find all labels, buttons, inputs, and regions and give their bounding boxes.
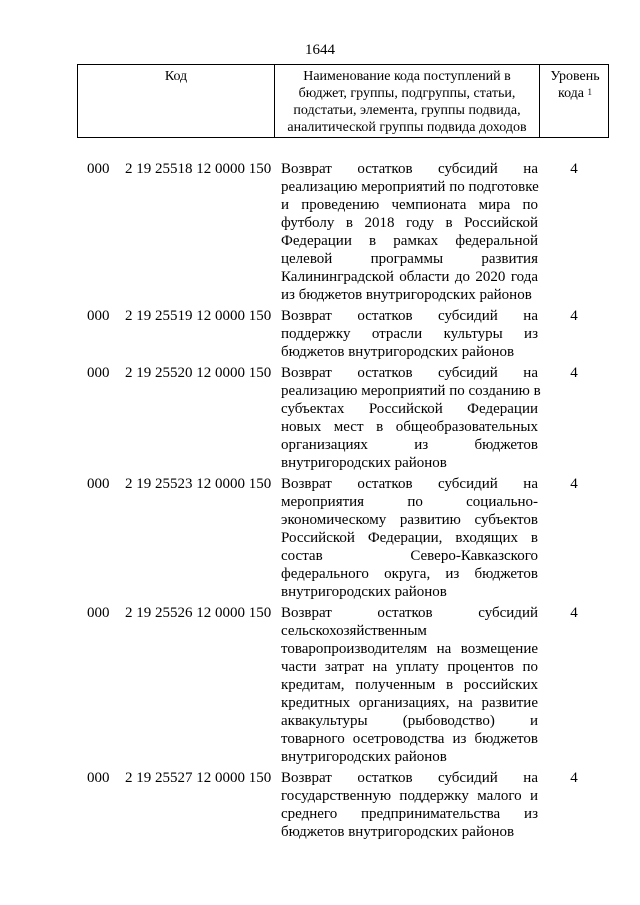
income-name-line: из бюджетов внутригородских районов [281, 287, 532, 303]
income-name-line: Возврат остатков субсидий [281, 605, 538, 621]
income-name-line: Возврат остатков субсидий на [281, 308, 538, 324]
income-name-line: новых мест в общеобразовательных [281, 419, 538, 435]
table-row [0, 307, 640, 361]
table-row [0, 475, 640, 601]
income-name-line: части затрат на уплату процентов по [281, 659, 538, 675]
income-name [281, 769, 538, 841]
income-name [281, 307, 538, 361]
table-header [77, 64, 609, 138]
table-row [0, 604, 640, 766]
income-name-line: экономическому развитию субъектов [281, 512, 538, 528]
header-level-cell [540, 65, 610, 137]
admin-code: 000 [87, 770, 110, 786]
income-name-line: товарного осетроводства из бюджетов [281, 731, 538, 747]
income-name-line: реализацию мероприятий по подготовке [281, 179, 539, 195]
income-name-line: Возврат остатков субсидий на [281, 476, 538, 492]
income-name-line: Российской Федерации, входящих в [281, 530, 538, 546]
header-level-label: Уровень [550, 69, 600, 84]
income-name [281, 160, 538, 304]
income-name-line: и проведению чемпионата мира по [281, 197, 538, 213]
income-name-line: государственную поддержку малого и [281, 788, 538, 804]
code-level: 4 [570, 308, 578, 324]
budget-code: 2 19 25519 12 0000 150 [125, 308, 272, 324]
table-row [0, 364, 640, 472]
income-name-line: субъектах Российской Федерации [281, 401, 538, 417]
income-name-line: бюджетов внутригородских районов [281, 824, 515, 840]
footnote-marker: 1 [587, 87, 593, 97]
income-name-line: Федерации в рамках федеральной [281, 233, 538, 249]
admin-code: 000 [87, 365, 110, 381]
income-name-line: Возврат остатков субсидий на [281, 770, 538, 786]
income-name [281, 475, 538, 601]
income-name [281, 364, 541, 472]
table-body [0, 160, 640, 841]
code-level: 4 [570, 770, 578, 786]
income-name-line: товаропроизводителям на возмещение [281, 641, 538, 657]
code-level: 4 [570, 476, 578, 492]
income-name-line: реализацию мероприятий по созданию в [281, 383, 541, 399]
budget-code: 2 19 25518 12 0000 150 [125, 161, 272, 177]
admin-code: 000 [87, 308, 110, 324]
income-name-line: футболу в 2018 году в Российской [281, 215, 538, 231]
header-name-line: аналитической группы подвида доходов [287, 120, 527, 135]
income-name-line: Возврат остатков субсидий на [281, 161, 538, 177]
income-name-line: Калининградской области до 2020 года [281, 269, 538, 285]
budget-code: 2 19 25526 12 0000 150 [125, 605, 272, 621]
income-name-line: организациях из бюджетов [281, 437, 538, 453]
income-name-line: федерального округа, из бюджетов [281, 566, 538, 582]
income-name-line: поддержку отрасли культуры из [281, 326, 538, 342]
income-name [281, 604, 538, 766]
income-name-line: целевой программы развития [281, 251, 538, 267]
code-level: 4 [570, 161, 578, 177]
admin-code: 000 [87, 161, 110, 177]
budget-code: 2 19 25527 12 0000 150 [125, 770, 272, 786]
income-name-line: мероприятия по социально- [281, 494, 538, 510]
code-level: 4 [570, 605, 578, 621]
header-code-cell [78, 65, 275, 137]
code-level: 4 [570, 365, 578, 381]
income-name-line: кредитам, полученным в российских [281, 677, 538, 693]
budget-code: 2 19 25523 12 0000 150 [125, 476, 272, 492]
income-name-line: среднего предпринимательства из [281, 806, 538, 822]
income-name-line: Возврат остатков субсидий на [281, 365, 538, 381]
income-name-line: состав Северо-Кавказского [281, 548, 538, 564]
income-name-line: кредитных организациях, на развитие [281, 695, 538, 711]
income-name-line: бюджетов внутригородских районов [281, 344, 515, 360]
header-level-word: кода [557, 86, 585, 101]
header-name-line: бюджет, группы, подгруппы, статьи, [298, 86, 516, 101]
income-name-line: внутригородских районов [281, 749, 447, 765]
income-name-line: аквакультуры (рыбоводство) и [281, 713, 538, 729]
header-name-line: Наименование кода поступлений в [303, 69, 511, 84]
income-name-line: внутригородских районов [281, 455, 447, 471]
header-level-label-2 [540, 85, 610, 102]
header-name-cell [275, 65, 540, 137]
table-row [0, 160, 640, 304]
budget-code: 2 19 25520 12 0000 150 [125, 365, 272, 381]
income-name-line: сельскохозяйственным [281, 623, 427, 639]
header-code-label: Код [164, 69, 188, 84]
header-name-line: подстатьи, элемента, группы подвида, [293, 103, 521, 118]
admin-code: 000 [87, 605, 110, 621]
admin-code: 000 [87, 476, 110, 492]
income-name-line: внутригородских районов [281, 584, 447, 600]
table-row [0, 769, 640, 841]
page-number: 1644 [305, 42, 335, 58]
